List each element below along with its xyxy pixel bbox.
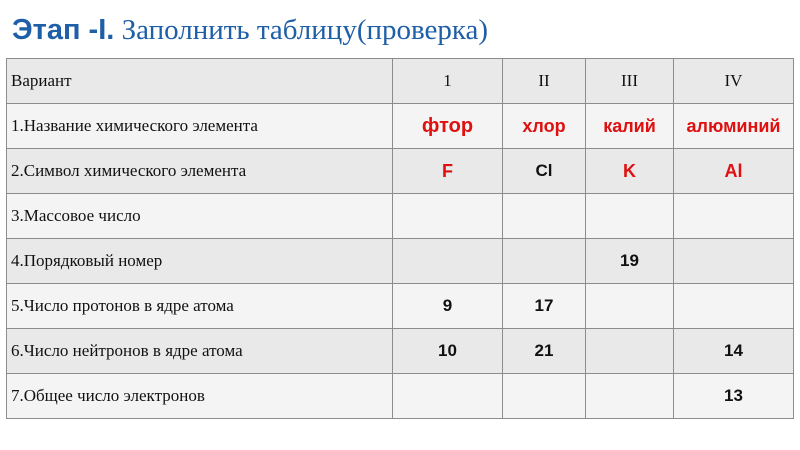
- header-variant-1: 1: [393, 59, 503, 104]
- cell-value: [393, 239, 503, 284]
- row-label: 6.Число нейтронов в ядре атома: [7, 329, 393, 374]
- header-variant-2: II: [503, 59, 586, 104]
- row-label: 2.Символ химического элемента: [7, 149, 393, 194]
- row-label: 4.Порядковый номер: [7, 239, 393, 284]
- cell-value: [674, 284, 794, 329]
- cell-value: Cl: [503, 149, 586, 194]
- cell-answer: калий: [586, 104, 674, 149]
- table-row-electrons: [7, 374, 794, 419]
- cell-answer: хлор: [503, 104, 586, 149]
- cell-value: [674, 194, 794, 239]
- cell-value: [503, 194, 586, 239]
- element-table: [6, 58, 794, 419]
- cell-value: 13: [674, 374, 794, 419]
- row-label: 3.Массовое число: [7, 194, 393, 239]
- cell-value: [586, 284, 674, 329]
- cell-value: 21: [503, 329, 586, 374]
- row-label: 5.Число протонов в ядре атома: [7, 284, 393, 329]
- table-header-row: [7, 59, 794, 104]
- cell-value: [393, 194, 503, 239]
- table-row-element-name: [7, 104, 794, 149]
- header-variant-label: Вариант: [7, 59, 393, 104]
- cell-value: [586, 374, 674, 419]
- cell-answer: алюминий: [674, 104, 794, 149]
- cell-value: 19: [586, 239, 674, 284]
- cell-value: [674, 239, 794, 284]
- cell-value: [503, 239, 586, 284]
- table-row-protons: [7, 284, 794, 329]
- table-row-atomic-number: [7, 239, 794, 284]
- header-variant-3: III: [586, 59, 674, 104]
- cell-answer: K: [586, 149, 674, 194]
- cell-value: [586, 329, 674, 374]
- page-title: [12, 14, 488, 47]
- cell-value: 9: [393, 284, 503, 329]
- row-label: 1.Название химического элемента: [7, 104, 393, 149]
- cell-value: 17: [503, 284, 586, 329]
- table-row-element-symbol: [7, 149, 794, 194]
- table-row-mass-number: [7, 194, 794, 239]
- cell-answer: фтор: [393, 104, 503, 149]
- cell-value: [503, 374, 586, 419]
- title-text: Заполнить таблицу(проверка): [121, 14, 489, 46]
- cell-value: 10: [393, 329, 503, 374]
- cell-answer: Al: [674, 149, 794, 194]
- header-variant-4: IV: [674, 59, 794, 104]
- cell-value: 14: [674, 329, 794, 374]
- cell-value: [586, 194, 674, 239]
- table-row-neutrons: [7, 329, 794, 374]
- row-label: 7.Общее число электронов: [7, 374, 393, 419]
- cell-answer: F: [393, 149, 503, 194]
- cell-value: [393, 374, 503, 419]
- title-stage: Этап -I.: [12, 14, 115, 46]
